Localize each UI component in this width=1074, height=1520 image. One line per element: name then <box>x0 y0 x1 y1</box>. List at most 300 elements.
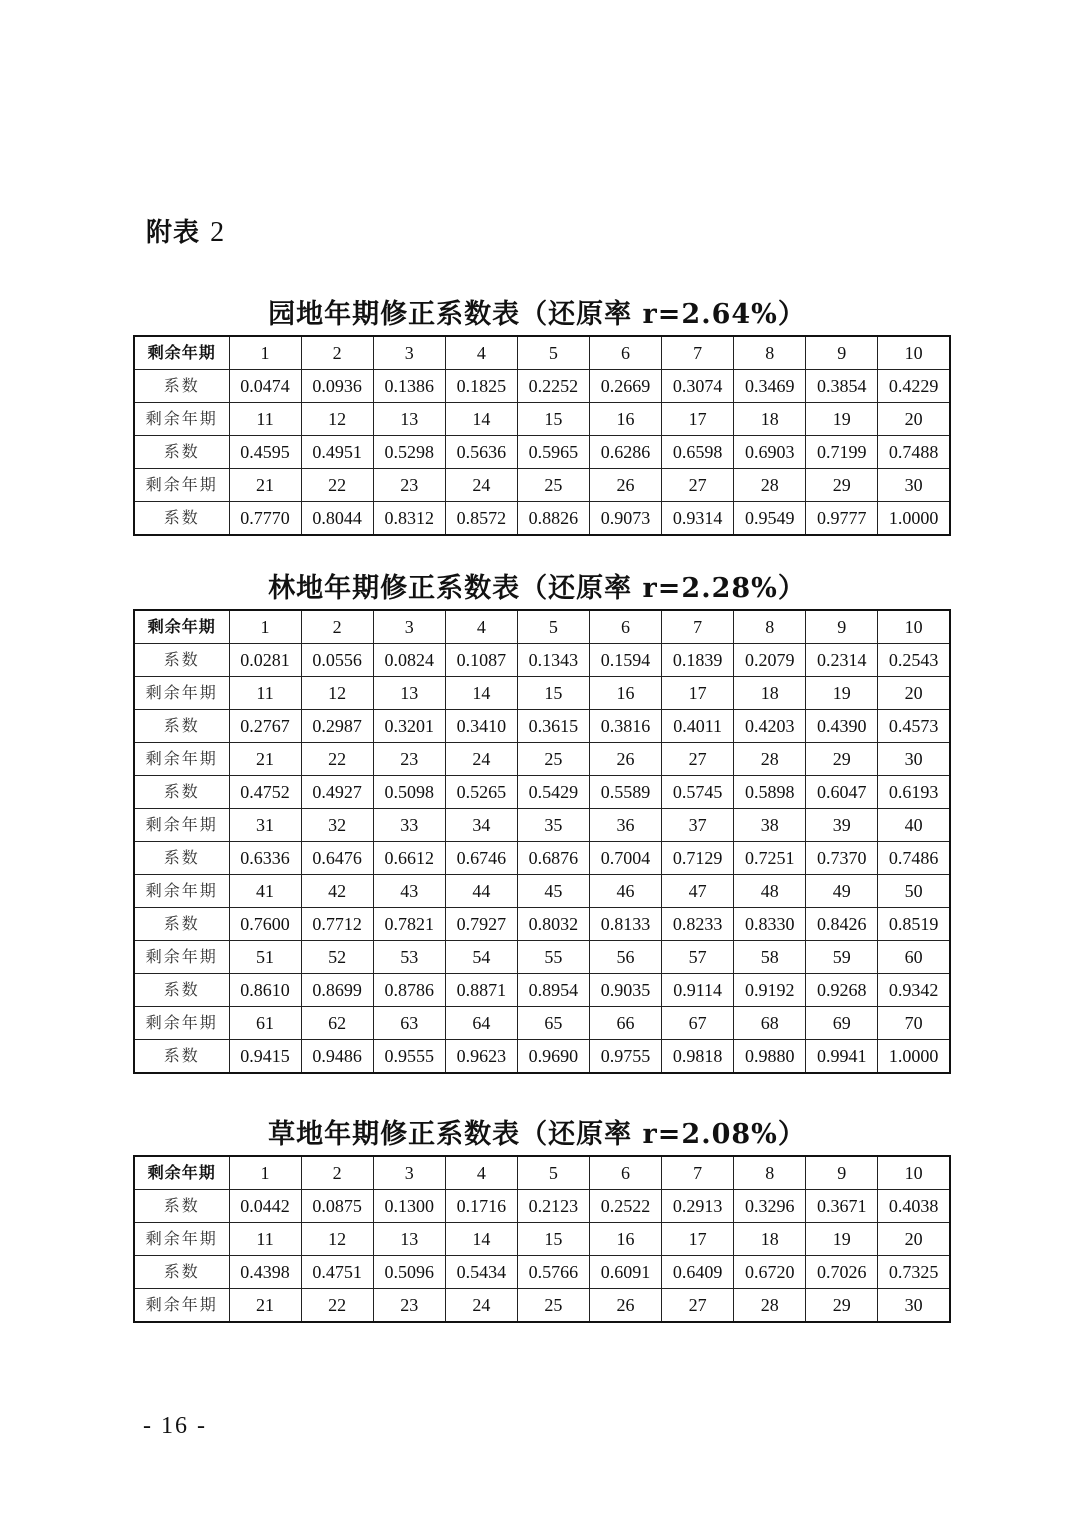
table-cell: 5 <box>517 610 589 644</box>
table-cell: 0.6598 <box>662 436 734 469</box>
table-cell: 42 <box>301 875 373 908</box>
table-cell: 6 <box>589 610 661 644</box>
row-label: 系数 <box>134 436 229 469</box>
table-cell: 10 <box>878 1156 950 1190</box>
table-cell: 56 <box>589 941 661 974</box>
table-cell: 0.8426 <box>806 908 878 941</box>
table-cell: 28 <box>734 469 806 502</box>
table-cell: 30 <box>878 743 950 776</box>
table-cell: 0.3201 <box>373 710 445 743</box>
table-cell: 0.6903 <box>734 436 806 469</box>
table-cell: 0.5636 <box>445 436 517 469</box>
table-cell: 0.9755 <box>589 1040 661 1074</box>
table-cell: 5 <box>517 336 589 370</box>
table-cell: 27 <box>662 469 734 502</box>
table-row <box>134 502 950 536</box>
table-cell: 1 <box>229 610 301 644</box>
table-cell: 0.7712 <box>301 908 373 941</box>
table-cell: 0.2669 <box>589 370 661 403</box>
table-row <box>134 1256 950 1289</box>
table-cell: 0.9192 <box>734 974 806 1007</box>
row-label: 剩余年期 <box>134 1223 229 1256</box>
table-cell: 0.5298 <box>373 436 445 469</box>
table-cell: 16 <box>589 1223 661 1256</box>
table-cell: 15 <box>517 403 589 436</box>
table-cell: 30 <box>878 469 950 502</box>
table-row <box>134 677 950 710</box>
table-cell: 11 <box>229 677 301 710</box>
table-cell: 19 <box>806 1223 878 1256</box>
table-cell: 13 <box>373 1223 445 1256</box>
table-cell: 15 <box>517 677 589 710</box>
table-cell: 60 <box>878 941 950 974</box>
table-cell: 23 <box>373 743 445 776</box>
table-cell: 6 <box>589 336 661 370</box>
table-cell: 0.2252 <box>517 370 589 403</box>
table-cell: 38 <box>734 809 806 842</box>
table-cell: 18 <box>734 1223 806 1256</box>
table-cell: 0.9880 <box>734 1040 806 1074</box>
table-cell: 0.7004 <box>589 842 661 875</box>
table-cell: 0.9623 <box>445 1040 517 1074</box>
appendix-label <box>146 212 225 249</box>
table-cell: 70 <box>878 1007 950 1040</box>
table-cell: 12 <box>301 403 373 436</box>
table-cell: 13 <box>373 403 445 436</box>
table-cell: 0.7325 <box>878 1256 950 1289</box>
table-cell: 0.0824 <box>373 644 445 677</box>
row-label: 系数 <box>134 1040 229 1074</box>
table-cell: 0.2543 <box>878 644 950 677</box>
row-label: 剩余年期 <box>134 1007 229 1040</box>
table-row <box>134 974 950 1007</box>
table-cell: 1 <box>229 336 301 370</box>
row-label: 系数 <box>134 776 229 809</box>
table-cell: 20 <box>878 677 950 710</box>
table-cell: 0.8044 <box>301 502 373 536</box>
table-row <box>134 809 950 842</box>
row-label: 剩余年期 <box>134 336 229 370</box>
table-cell: 0.4398 <box>229 1256 301 1289</box>
table-cell: 9 <box>806 336 878 370</box>
table-cell: 65 <box>517 1007 589 1040</box>
table-cell: 8 <box>734 1156 806 1190</box>
table-cell: 28 <box>734 743 806 776</box>
orchard-table-title: 园地年期修正系数表（还原率 r=2.64%） <box>268 299 806 330</box>
table-cell: 0.9777 <box>806 502 878 536</box>
table-cell: 3 <box>373 610 445 644</box>
table-cell: 0.5965 <box>517 436 589 469</box>
row-label: 系数 <box>134 644 229 677</box>
table-cell: 0.9035 <box>589 974 661 1007</box>
table-cell: 0.9555 <box>373 1040 445 1074</box>
table-cell: 0.3469 <box>734 370 806 403</box>
table-cell: 0.4752 <box>229 776 301 809</box>
table-cell: 0.8786 <box>373 974 445 1007</box>
row-label: 剩余年期 <box>134 469 229 502</box>
table-cell: 4 <box>445 1156 517 1190</box>
table-cell: 0.1716 <box>445 1190 517 1223</box>
table-cell: 5 <box>517 1156 589 1190</box>
table-cell: 0.0556 <box>301 644 373 677</box>
row-label: 系数 <box>134 1256 229 1289</box>
table-row <box>134 1007 950 1040</box>
table-cell: 15 <box>517 1223 589 1256</box>
table-row <box>134 1040 950 1074</box>
row-label: 系数 <box>134 1190 229 1223</box>
table-cell: 17 <box>662 1223 734 1256</box>
table-cell: 0.8610 <box>229 974 301 1007</box>
table-cell: 33 <box>373 809 445 842</box>
table-cell: 0.0442 <box>229 1190 301 1223</box>
table-cell: 0.8032 <box>517 908 589 941</box>
table-cell: 0.9314 <box>662 502 734 536</box>
table-cell: 6 <box>589 1156 661 1190</box>
table-cell: 29 <box>806 743 878 776</box>
table-row <box>134 1190 950 1223</box>
table-cell: 25 <box>517 469 589 502</box>
row-label: 系数 <box>134 974 229 1007</box>
table-cell: 11 <box>229 1223 301 1256</box>
table-cell: 8 <box>734 336 806 370</box>
table-cell: 21 <box>229 1289 301 1323</box>
row-label: 剩余年期 <box>134 1289 229 1323</box>
table-cell: 16 <box>589 403 661 436</box>
table-cell: 23 <box>373 1289 445 1323</box>
table-row <box>134 336 950 370</box>
table-cell: 12 <box>301 1223 373 1256</box>
table-cell: 36 <box>589 809 661 842</box>
table-cell: 0.3296 <box>734 1190 806 1223</box>
table-cell: 35 <box>517 809 589 842</box>
table-cell: 0.9114 <box>662 974 734 1007</box>
table-cell: 0.9549 <box>734 502 806 536</box>
table-cell: 0.8330 <box>734 908 806 941</box>
table-cell: 28 <box>734 1289 806 1323</box>
table-cell: 0.8133 <box>589 908 661 941</box>
table-cell: 62 <box>301 1007 373 1040</box>
table-cell: 2 <box>301 1156 373 1190</box>
table-cell: 18 <box>734 677 806 710</box>
orchard-coefficient-table <box>133 335 951 536</box>
table-cell: 0.7770 <box>229 502 301 536</box>
table-cell: 0.1839 <box>662 644 734 677</box>
table-cell: 0.6409 <box>662 1256 734 1289</box>
table-cell: 22 <box>301 743 373 776</box>
table-cell: 37 <box>662 809 734 842</box>
table-cell: 61 <box>229 1007 301 1040</box>
table-cell: 29 <box>806 469 878 502</box>
table-cell: 25 <box>517 743 589 776</box>
table-cell: 0.7026 <box>806 1256 878 1289</box>
table-cell: 34 <box>445 809 517 842</box>
table-cell: 0.9268 <box>806 974 878 1007</box>
table-cell: 0.2767 <box>229 710 301 743</box>
table-cell: 0.1825 <box>445 370 517 403</box>
row-label: 系数 <box>134 370 229 403</box>
table-cell: 0.3671 <box>806 1190 878 1223</box>
table-cell: 66 <box>589 1007 661 1040</box>
table-cell: 0.8826 <box>517 502 589 536</box>
table-cell: 25 <box>517 1289 589 1323</box>
table-cell: 24 <box>445 469 517 502</box>
table-cell: 0.6746 <box>445 842 517 875</box>
table-cell: 0.5589 <box>589 776 661 809</box>
table-cell: 0.4927 <box>301 776 373 809</box>
table-cell: 14 <box>445 677 517 710</box>
table-cell: 0.5265 <box>445 776 517 809</box>
table-cell: 0.4011 <box>662 710 734 743</box>
table-cell: 26 <box>589 469 661 502</box>
table-cell: 0.5098 <box>373 776 445 809</box>
table-cell: 59 <box>806 941 878 974</box>
table-cell: 10 <box>878 610 950 644</box>
table-row <box>134 710 950 743</box>
table-cell: 0.1386 <box>373 370 445 403</box>
page-number: - 16 - <box>143 1413 207 1439</box>
table-cell: 7 <box>662 336 734 370</box>
table-cell: 22 <box>301 469 373 502</box>
table-cell: 12 <box>301 677 373 710</box>
table-cell: 0.7251 <box>734 842 806 875</box>
table-cell: 17 <box>662 403 734 436</box>
table-cell: 7 <box>662 1156 734 1190</box>
table-cell: 29 <box>806 1289 878 1323</box>
table-cell: 0.0875 <box>301 1190 373 1223</box>
table-cell: 64 <box>445 1007 517 1040</box>
table-cell: 0.9073 <box>589 502 661 536</box>
table-row <box>134 875 950 908</box>
table-row <box>134 403 950 436</box>
table-cell: 1.0000 <box>878 502 950 536</box>
table-cell: 0.6193 <box>878 776 950 809</box>
table-cell: 18 <box>734 403 806 436</box>
row-label: 剩余年期 <box>134 677 229 710</box>
table-cell: 24 <box>445 1289 517 1323</box>
table-cell: 0.6612 <box>373 842 445 875</box>
table-cell: 0.1594 <box>589 644 661 677</box>
table-cell: 4 <box>445 336 517 370</box>
row-label: 剩余年期 <box>134 403 229 436</box>
table-cell: 14 <box>445 1223 517 1256</box>
table-cell: 0.8699 <box>301 974 373 1007</box>
table-cell: 17 <box>662 677 734 710</box>
row-label: 系数 <box>134 710 229 743</box>
table-cell: 0.8519 <box>878 908 950 941</box>
table-cell: 31 <box>229 809 301 842</box>
table-cell: 0.0474 <box>229 370 301 403</box>
table-cell: 1.0000 <box>878 1040 950 1074</box>
table-cell: 0.4203 <box>734 710 806 743</box>
table-cell: 0.3074 <box>662 370 734 403</box>
table-cell: 0.1087 <box>445 644 517 677</box>
table-cell: 11 <box>229 403 301 436</box>
table-cell: 51 <box>229 941 301 974</box>
table-cell: 9 <box>806 1156 878 1190</box>
table-cell: 0.5766 <box>517 1256 589 1289</box>
table-cell: 21 <box>229 469 301 502</box>
table-cell: 44 <box>445 875 517 908</box>
table-cell: 0.2079 <box>734 644 806 677</box>
table-cell: 26 <box>589 1289 661 1323</box>
table-cell: 0.4751 <box>301 1256 373 1289</box>
grassland-table-title: 草地年期修正系数表（还原率 r=2.08%） <box>268 1119 806 1150</box>
table-cell: 55 <box>517 941 589 974</box>
table-row <box>134 1223 950 1256</box>
table-row <box>134 743 950 776</box>
table-cell: 0.3410 <box>445 710 517 743</box>
table-cell: 0.7488 <box>878 436 950 469</box>
table-cell: 41 <box>229 875 301 908</box>
table-cell: 68 <box>734 1007 806 1040</box>
table-cell: 0.2913 <box>662 1190 734 1223</box>
appendix-number: 2 <box>210 217 226 248</box>
table-cell: 0.7199 <box>806 436 878 469</box>
table-cell: 0.3816 <box>589 710 661 743</box>
table-cell: 50 <box>878 875 950 908</box>
table-cell: 7 <box>662 610 734 644</box>
table-cell: 69 <box>806 1007 878 1040</box>
table-cell: 0.8954 <box>517 974 589 1007</box>
table-row <box>134 370 950 403</box>
table-cell: 22 <box>301 1289 373 1323</box>
table-cell: 4 <box>445 610 517 644</box>
table-cell: 0.5898 <box>734 776 806 809</box>
table-cell: 0.2522 <box>589 1190 661 1223</box>
table-cell: 47 <box>662 875 734 908</box>
table-cell: 14 <box>445 403 517 436</box>
table-cell: 0.6336 <box>229 842 301 875</box>
table-cell: 46 <box>589 875 661 908</box>
table-cell: 67 <box>662 1007 734 1040</box>
appendix-label-text: 附表 <box>146 218 201 248</box>
row-label: 剩余年期 <box>134 1156 229 1190</box>
table-cell: 0.6047 <box>806 776 878 809</box>
row-label: 系数 <box>134 842 229 875</box>
table-cell: 3 <box>373 1156 445 1190</box>
table-cell: 0.9818 <box>662 1040 734 1074</box>
table-cell: 13 <box>373 677 445 710</box>
table-cell: 0.7129 <box>662 842 734 875</box>
table-cell: 16 <box>589 677 661 710</box>
grassland-coefficient-table <box>133 1155 951 1323</box>
table-cell: 0.6720 <box>734 1256 806 1289</box>
table-cell: 3 <box>373 336 445 370</box>
table-cell: 2 <box>301 336 373 370</box>
table-row <box>134 610 950 644</box>
table-row <box>134 941 950 974</box>
table-cell: 0.7927 <box>445 908 517 941</box>
table-cell: 8 <box>734 610 806 644</box>
table-cell: 53 <box>373 941 445 974</box>
table-cell: 0.5096 <box>373 1256 445 1289</box>
table-cell: 20 <box>878 403 950 436</box>
table-cell: 0.7600 <box>229 908 301 941</box>
table-cell: 39 <box>806 809 878 842</box>
table-cell: 0.4573 <box>878 710 950 743</box>
table-row <box>134 776 950 809</box>
table-cell: 0.1343 <box>517 644 589 677</box>
table-cell: 27 <box>662 1289 734 1323</box>
row-label: 剩余年期 <box>134 875 229 908</box>
table-cell: 9 <box>806 610 878 644</box>
table-row <box>134 1156 950 1190</box>
table-cell: 27 <box>662 743 734 776</box>
table-cell: 0.3615 <box>517 710 589 743</box>
table-cell: 0.3854 <box>806 370 878 403</box>
table-cell: 19 <box>806 677 878 710</box>
table-cell: 0.6876 <box>517 842 589 875</box>
table-cell: 0.9941 <box>806 1040 878 1074</box>
table-cell: 0.5429 <box>517 776 589 809</box>
table-row <box>134 908 950 941</box>
table-cell: 0.6091 <box>589 1256 661 1289</box>
table-cell: 20 <box>878 1223 950 1256</box>
table-cell: 0.8233 <box>662 908 734 941</box>
table-cell: 0.2123 <box>517 1190 589 1223</box>
table-row <box>134 469 950 502</box>
row-label: 剩余年期 <box>134 610 229 644</box>
table-cell: 24 <box>445 743 517 776</box>
table-cell: 0.4038 <box>878 1190 950 1223</box>
table-cell: 0.9415 <box>229 1040 301 1074</box>
table-cell: 49 <box>806 875 878 908</box>
table-cell: 0.2314 <box>806 644 878 677</box>
table-cell: 58 <box>734 941 806 974</box>
row-label: 系数 <box>134 908 229 941</box>
table-cell: 0.8312 <box>373 502 445 536</box>
table-cell: 0.0281 <box>229 644 301 677</box>
table-row <box>134 436 950 469</box>
table-cell: 10 <box>878 336 950 370</box>
table-cell: 0.9690 <box>517 1040 589 1074</box>
table-cell: 19 <box>806 403 878 436</box>
table-cell: 40 <box>878 809 950 842</box>
table-cell: 0.1300 <box>373 1190 445 1223</box>
forest-coefficient-table <box>133 609 951 1074</box>
forest-table-title: 林地年期修正系数表（还原率 r=2.28%） <box>268 573 806 604</box>
table-cell: 21 <box>229 743 301 776</box>
table-cell: 0.2987 <box>301 710 373 743</box>
table-cell: 48 <box>734 875 806 908</box>
table-cell: 32 <box>301 809 373 842</box>
table-cell: 0.4951 <box>301 436 373 469</box>
table-cell: 26 <box>589 743 661 776</box>
table-cell: 0.5434 <box>445 1256 517 1289</box>
table-cell: 0.9486 <box>301 1040 373 1074</box>
table-cell: 0.9342 <box>878 974 950 1007</box>
table-cell: 0.4595 <box>229 436 301 469</box>
table-cell: 2 <box>301 610 373 644</box>
table-cell: 0.8871 <box>445 974 517 1007</box>
table-row <box>134 842 950 875</box>
table-cell: 54 <box>445 941 517 974</box>
row-label: 剩余年期 <box>134 743 229 776</box>
row-label: 剩余年期 <box>134 941 229 974</box>
table-cell: 0.4390 <box>806 710 878 743</box>
table-cell: 23 <box>373 469 445 502</box>
table-cell: 0.5745 <box>662 776 734 809</box>
table-row <box>134 644 950 677</box>
table-cell: 30 <box>878 1289 950 1323</box>
table-cell: 0.7821 <box>373 908 445 941</box>
table-cell: 0.7486 <box>878 842 950 875</box>
row-label: 剩余年期 <box>134 809 229 842</box>
table-cell: 0.6476 <box>301 842 373 875</box>
table-cell: 63 <box>373 1007 445 1040</box>
table-cell: 43 <box>373 875 445 908</box>
table-cell: 0.7370 <box>806 842 878 875</box>
